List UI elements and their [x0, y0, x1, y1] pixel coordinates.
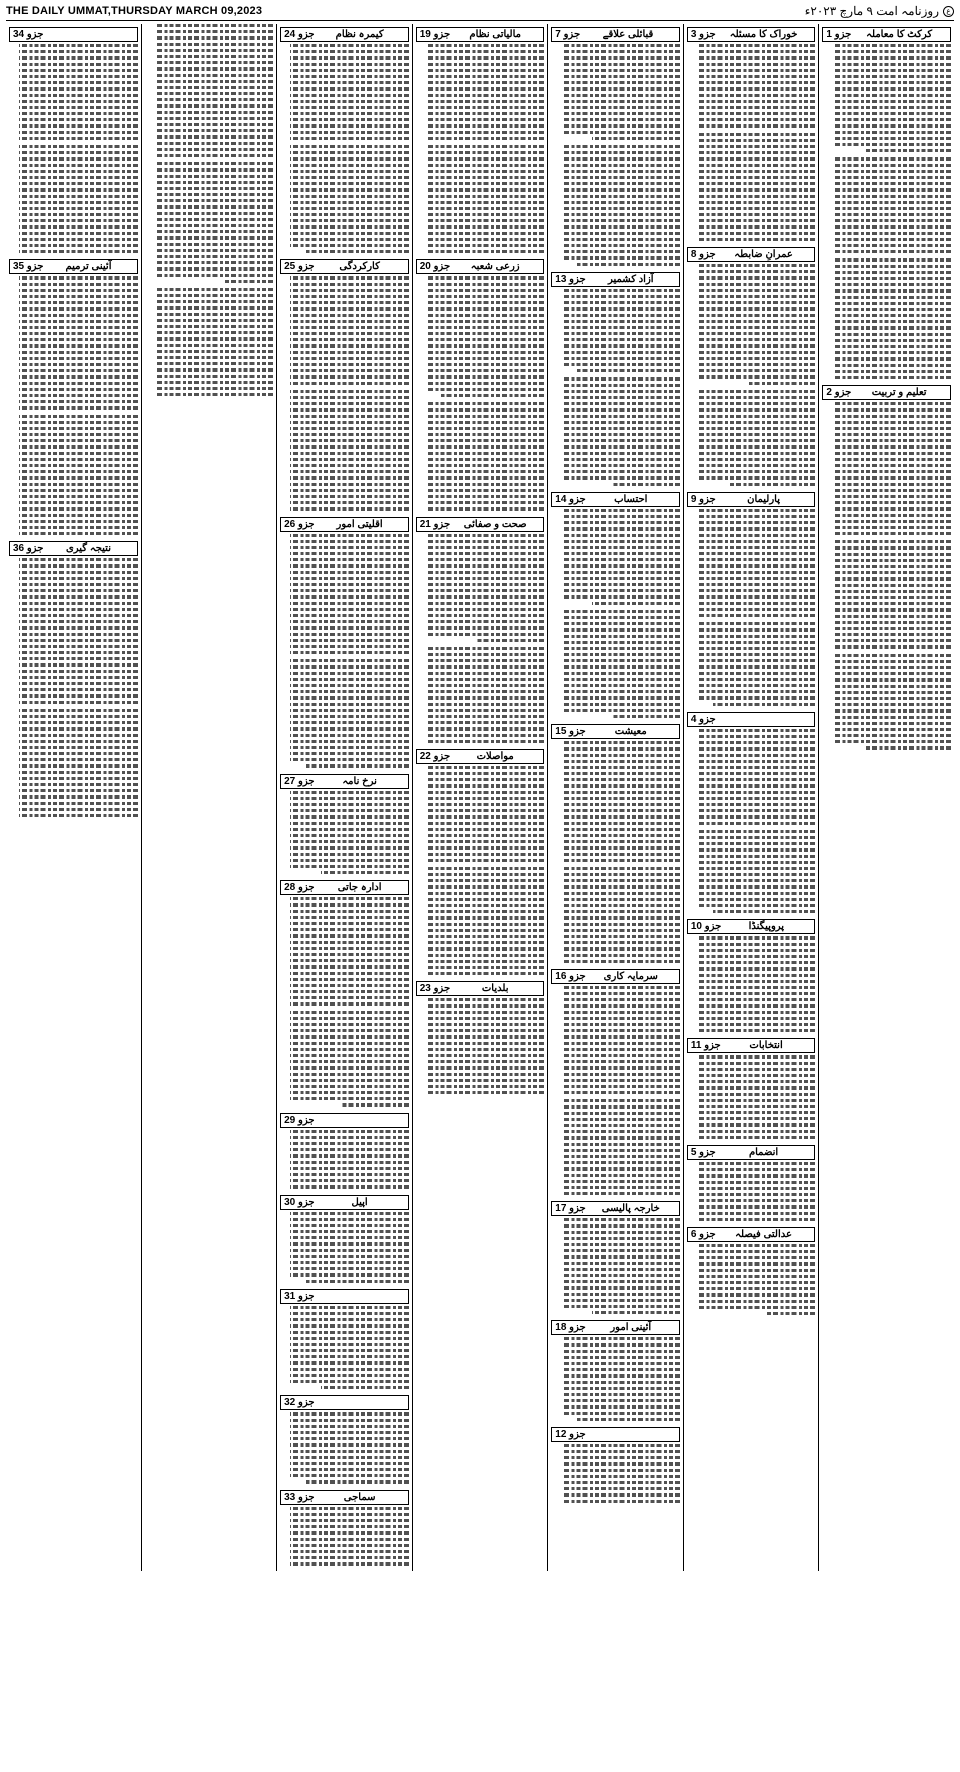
section-title: عمرانِ ضابطہ — [734, 249, 793, 260]
body-paragraph — [280, 1011, 409, 1110]
section-number: جزو 16 — [555, 970, 586, 982]
body-paragraph — [551, 44, 680, 143]
section-title: بلدیات — [481, 983, 509, 995]
section-title: آزاد کشمیر — [607, 273, 654, 285]
section-number: جزو 14 — [555, 493, 586, 505]
body-paragraph — [9, 415, 138, 539]
body-paragraph — [145, 24, 274, 160]
section-heading — [416, 517, 545, 532]
section-heading — [280, 259, 409, 274]
section-title: سرمایہ کاری — [603, 970, 658, 982]
body-paragraph — [551, 1099, 680, 1198]
body-paragraph — [551, 741, 680, 865]
body-paragraph — [687, 44, 816, 131]
section-heading — [687, 27, 816, 42]
body-paragraph — [280, 791, 409, 878]
body-paragraph — [687, 1055, 816, 1142]
section-number: جزو 12 — [555, 1428, 586, 1440]
body-paragraph — [551, 377, 680, 488]
body-paragraph — [822, 402, 951, 538]
body-paragraph — [416, 534, 545, 645]
section-title: اپیل — [351, 1196, 368, 1208]
section-heading — [551, 1427, 680, 1442]
body-paragraph — [280, 1306, 409, 1393]
masthead — [6, 4, 954, 21]
section-title: خارجہ پالیسی — [601, 1203, 660, 1215]
section-title: مواصلات — [476, 750, 514, 762]
section-number: جزو 15 — [555, 726, 586, 738]
section-number: جزو 35 — [12, 261, 44, 273]
section-heading — [551, 1320, 680, 1335]
section-title: ادارہ جاتی — [337, 882, 382, 894]
body-paragraph — [822, 157, 951, 256]
body-paragraph — [687, 133, 816, 244]
section-number: جزو 28 — [284, 882, 315, 894]
body-paragraph — [822, 540, 951, 651]
body-paragraph — [280, 1212, 409, 1286]
body-paragraph — [687, 622, 816, 709]
section-heading — [551, 724, 680, 739]
section-title: انضمام — [748, 1147, 779, 1158]
body-paragraph — [551, 1337, 680, 1424]
section-heading — [687, 1038, 816, 1053]
body-paragraph — [9, 709, 138, 820]
body-paragraph — [687, 264, 816, 388]
body-paragraph — [551, 610, 680, 721]
registration-mark-icon: ع — [943, 6, 954, 17]
section-title: قبائلی علاقے — [602, 29, 654, 40]
body-paragraph — [280, 1412, 409, 1486]
body-paragraph — [687, 390, 816, 489]
section-heading — [280, 1113, 409, 1128]
section-number: جزو 11 — [690, 1040, 721, 1052]
section-title: نرخ نامہ — [342, 775, 377, 787]
section-heading — [9, 541, 138, 556]
section-heading — [687, 1145, 816, 1160]
section-heading — [9, 259, 138, 274]
section-number: جزو 19 — [419, 29, 451, 40]
body-paragraph — [416, 867, 545, 978]
body-paragraph — [822, 654, 951, 753]
body-paragraph — [416, 276, 545, 400]
section-title: مالیاتی نظام — [469, 29, 522, 40]
section-heading — [551, 969, 680, 984]
body-paragraph — [9, 276, 138, 412]
section-heading — [416, 27, 545, 42]
section-heading — [280, 1289, 409, 1304]
section-number: جزو 23 — [419, 983, 451, 995]
section-number: جزو 8 — [690, 249, 716, 260]
col-2 — [683, 24, 819, 1571]
section-heading — [280, 517, 409, 532]
section-title: آئینی ترمیم — [65, 261, 112, 273]
col-3 — [547, 24, 683, 1571]
col-4 — [412, 24, 548, 1571]
body-paragraph — [416, 647, 545, 746]
section-number: جزو 34 — [12, 29, 44, 40]
body-paragraph — [280, 659, 409, 770]
section-number: جزو 29 — [284, 1114, 315, 1126]
body-paragraph — [416, 402, 545, 513]
section-number: جزو 1 — [826, 29, 852, 40]
body-paragraph — [9, 558, 138, 707]
section-heading — [280, 880, 409, 895]
section-number: جزو 20 — [419, 261, 451, 273]
body-paragraph — [416, 44, 545, 143]
section-number: جزو 7 — [555, 29, 581, 40]
section-number: جزو 36 — [12, 543, 44, 555]
body-paragraph — [687, 1162, 816, 1224]
section-title: احتساب — [614, 493, 648, 505]
section-title: خوراک کا مسئلہ — [729, 29, 798, 40]
section-heading — [416, 981, 545, 996]
body-paragraph — [145, 162, 274, 286]
section-title: کیمرہ نظام — [335, 29, 384, 40]
col-5 — [276, 24, 412, 1571]
section-heading — [280, 1395, 409, 1410]
body-paragraph — [687, 509, 816, 620]
section-number: جزو 2 — [826, 387, 852, 399]
section-heading — [687, 919, 816, 934]
body-paragraph — [416, 766, 545, 865]
section-heading — [687, 492, 816, 507]
section-number: جزو 9 — [690, 493, 716, 505]
section-title: پارلیمان — [747, 493, 781, 505]
body-paragraph — [551, 867, 680, 966]
body-paragraph — [9, 145, 138, 256]
section-title: عدالتی فیصلہ — [735, 1228, 792, 1240]
body-paragraph — [822, 44, 951, 155]
masthead-urdu-title — [805, 4, 954, 18]
body-paragraph — [822, 258, 951, 382]
section-heading — [280, 1195, 409, 1210]
body-paragraph — [687, 830, 816, 917]
section-number: جزو 24 — [284, 29, 315, 40]
section-heading — [551, 27, 680, 42]
column-container — [6, 24, 954, 1571]
body-paragraph — [280, 145, 409, 256]
body-paragraph — [280, 1130, 409, 1192]
section-title: زرعی شعبہ — [470, 261, 520, 273]
body-paragraph — [687, 1244, 816, 1318]
section-heading — [416, 259, 545, 274]
body-paragraph — [551, 1218, 680, 1317]
section-title: کرکٹ کا معاملہ — [866, 29, 933, 40]
section-heading — [280, 774, 409, 789]
section-heading — [551, 1201, 680, 1216]
section-title: معیشت — [614, 726, 647, 738]
body-paragraph — [280, 1507, 409, 1569]
section-title: تعلیم و تربیت — [871, 387, 927, 399]
section-heading — [9, 27, 138, 42]
section-heading — [280, 1490, 409, 1505]
section-number: جزو 25 — [284, 261, 315, 273]
section-number: جزو 6 — [690, 1228, 716, 1240]
section-number: جزو 4 — [690, 713, 716, 725]
body-paragraph — [416, 998, 545, 1097]
section-number: جزو 5 — [690, 1147, 716, 1158]
body-paragraph — [416, 145, 545, 256]
section-heading — [551, 272, 680, 287]
section-title: صحت و صفائی — [463, 518, 527, 530]
section-title: آئینی امور — [610, 1322, 652, 1334]
section-title: انتخابات — [749, 1040, 783, 1052]
body-paragraph — [280, 390, 409, 514]
section-number: جزو 31 — [284, 1290, 315, 1302]
section-number: جزو 26 — [284, 518, 315, 530]
section-number: جزو 13 — [555, 273, 586, 285]
body-paragraph — [551, 509, 680, 608]
body-paragraph — [280, 276, 409, 387]
body-paragraph — [280, 534, 409, 658]
col-1 — [818, 24, 954, 1571]
section-heading — [687, 712, 816, 727]
section-number: جزو 18 — [555, 1322, 586, 1334]
section-number: جزو 17 — [555, 1203, 586, 1215]
col-6 — [141, 24, 277, 1571]
body-paragraph — [280, 897, 409, 1008]
masthead-english-title: THE DAILY UMMAT,THURSDAY MARCH 09,2023 — [6, 5, 263, 17]
section-title: سماجی — [343, 1491, 376, 1503]
section-number: جزو 21 — [419, 518, 451, 530]
body-paragraph — [551, 986, 680, 1097]
section-title: اقلیتی امور — [336, 518, 383, 530]
section-heading — [822, 385, 951, 400]
section-title: کارکردگی — [339, 261, 380, 273]
section-heading — [822, 27, 951, 42]
body-paragraph — [9, 44, 138, 143]
section-number: جزو 30 — [284, 1196, 315, 1208]
section-number: جزو 3 — [690, 29, 716, 40]
section-heading — [416, 749, 545, 764]
section-title: پروپیگنڈا — [748, 921, 785, 933]
masthead-urdu-text: روزنامہ امت ۹ مارچ ۲۰۲۳ء — [804, 4, 939, 18]
col-7 — [6, 24, 141, 1571]
section-number: جزو 10 — [690, 921, 722, 933]
body-paragraph — [687, 729, 816, 828]
body-paragraph — [551, 289, 680, 376]
section-number: جزو 22 — [419, 750, 451, 762]
section-heading — [551, 492, 680, 507]
section-heading — [280, 27, 409, 42]
section-title: نتیجہ گیری — [65, 543, 111, 555]
section-number: جزو 32 — [284, 1397, 315, 1409]
body-paragraph — [280, 44, 409, 143]
body-paragraph — [145, 288, 274, 399]
body-paragraph — [687, 936, 816, 1035]
section-number: جزو 27 — [284, 775, 315, 787]
section-number: جزو 33 — [284, 1491, 315, 1503]
section-heading — [687, 247, 816, 262]
body-paragraph — [551, 1444, 680, 1506]
section-heading — [687, 1227, 816, 1242]
body-paragraph — [551, 145, 680, 269]
